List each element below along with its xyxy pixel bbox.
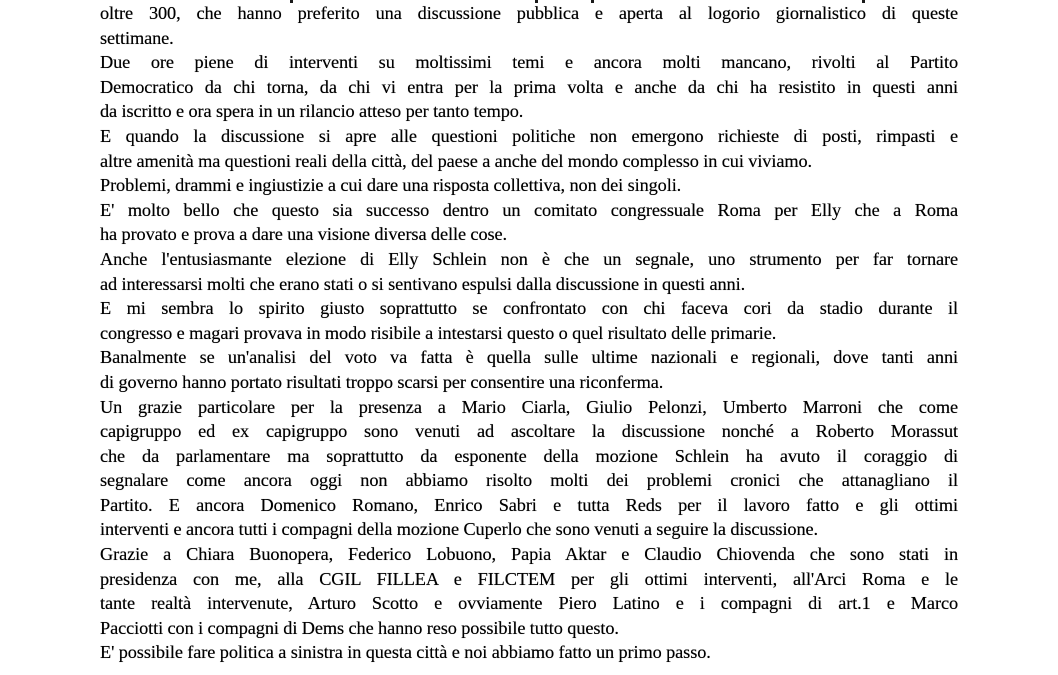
text-line: presidenza con me, alla CGIL FILLEA e FILCTEM per gli ottimi interventi, all'Arci Roma e le xyxy=(100,568,958,589)
text-line: E' possibile fare politica a sinistra in questa città e noi abbiamo fatto un primo passo. xyxy=(100,642,711,663)
text-line: Problemi, drammi e ingiustizie a cui dare una risposta collettiva, non dei singoli. xyxy=(100,175,682,196)
text-line: Anche l'entusiasmante elezione di Elly Schlein non è che un segnale, uno strumento per far tornare xyxy=(100,248,958,269)
text-line: settimane. xyxy=(100,27,174,48)
text-line: Grazie a Chiara Buonopera, Federico Lobuono, Papia Aktar e Claudio Chiovenda che sono stati in xyxy=(100,544,958,565)
text-line: Un grazie particolare per la presenza a Mario Ciarla, Giulio Pelonzi, Umberto Marroni che come xyxy=(100,396,958,417)
paragraph xyxy=(100,640,958,665)
paragraph xyxy=(100,395,958,543)
text-line: E quando la discussione si apre alle questioni politiche non emergono richieste di posti, rimpasti e xyxy=(100,125,958,146)
text-line: Partito. E ancora Domenico Romano, Enrico Sabri e tutta Reds per il lavoro fatto e gli ottimi xyxy=(100,494,958,515)
text-line: che da parlamentare ma soprattutto da esponente della mozione Schlein ha avuto il coraggio di xyxy=(100,445,958,466)
text-line: E mi sembra lo spirito giusto soprattutto se confrontato con chi faceva cori da stadio durante il xyxy=(100,298,958,319)
text-line: ha provato e prova a dare una visione diversa delle cose. xyxy=(100,224,507,245)
text-line: interventi e ancora tutti i compagni della mozione Cuperlo che sono venuti a seguire la discussione. xyxy=(100,519,818,540)
paragraph xyxy=(100,198,958,247)
text-line: Pacciotti con i compagni di Dems che hanno reso possibile tutto questo. xyxy=(100,617,619,638)
text-line: ad interessarsi molti che erano stati o si sentivano espulsi dalla discussione in questi anni. xyxy=(100,273,746,294)
paragraph xyxy=(100,173,958,198)
text-line: segnalare come ancora oggi non abbiamo risolto molti dei problemi cronici che attanagliano il xyxy=(100,470,958,491)
text-line: tante realtà intervenute, Arturo Scotto e ovviamente Piero Latino e i compagni di art.1 e Marco xyxy=(100,593,958,614)
text-line: congresso e magari provava in modo risibile a intestarsi questo o quel risultato delle primarie. xyxy=(100,322,777,343)
text-line: capigruppo ed ex capigruppo sono venuti ad ascoltare la discussione nonché a Roberto Morassut xyxy=(100,421,958,442)
text-line: di governo hanno portato risultati troppo scarsi per consentire una riconferma. xyxy=(100,371,664,392)
text-line: E' molto bello che questo sia successo dentro un comitato congressuale Roma per Elly che a Roma xyxy=(100,199,958,220)
text-line: Democratico da chi torna, da chi vi entra per la prima volta e anche da chi ha resistito in questi anni xyxy=(100,76,958,97)
text-line: Banalmente se un'analisi del voto va fatta è quella sulle ultime nazionali e regionali, dove tanti anni xyxy=(100,347,958,368)
text-line: altre amenità ma questioni reali della città, del paese a anche del mondo complesso in cui viviamo. xyxy=(100,150,812,171)
paragraph xyxy=(100,247,958,296)
paragraph xyxy=(100,1,958,50)
paragraph xyxy=(100,124,958,173)
text-line: da iscritto e ora spera in un rilancio atteso per tanto tempo. xyxy=(100,101,524,122)
paragraph xyxy=(100,542,958,640)
paragraph xyxy=(100,345,958,394)
document-body xyxy=(100,1,958,665)
text-line: Due ore piene di interventi su moltissimi temi e ancora molti mancano, rivolti al Partito xyxy=(100,52,958,73)
text-line: oltre 300, che hanno preferito una discussione pubblica e aperta al logorio giornalistico di queste xyxy=(100,3,958,23)
paragraph xyxy=(100,50,958,124)
paragraph xyxy=(100,296,958,345)
